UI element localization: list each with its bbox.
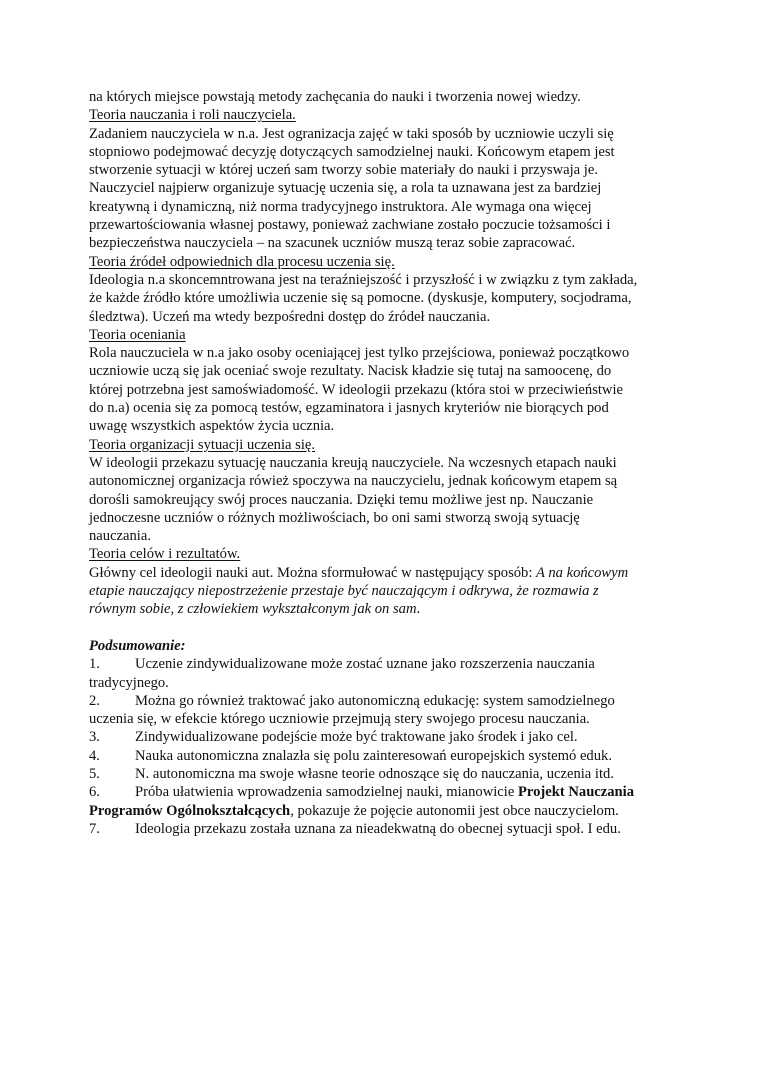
paragraph-line: [89, 564, 679, 582]
summary-item: [89, 765, 679, 783]
summary-item: [89, 783, 679, 801]
paragraph-line: autonomicznej organizacja rówież spoczywa na nauczycielu, jednak końcowym etapem są: [89, 473, 618, 490]
section-heading-sources: Teoria źródeł odpowiednich dla procesu uczenia się.: [89, 253, 395, 270]
intro-line: na których miejsce powstają metody zachęcania do nauki i tworzenia nowej wiedzy.: [89, 89, 581, 105]
paragraph-line: że każde źródło które umożliwia uczenie się są pomocne. (dyskusje, komputery, socjodrama,: [89, 290, 632, 307]
paragraph-line: uwagę wszystkich aspektów życia ucznia.: [89, 418, 335, 435]
blank-line: [89, 619, 679, 637]
paragraph-line: stopniowo podejmować decyzję dotyczących samodzielnej nauki. Końcowym etapem jest: [89, 143, 615, 160]
item-text: Ideologia przekazu została uznana za nieadekwatną do obecnej sytuacji społ. I edu.: [135, 820, 621, 837]
paragraph-line: dorośli samokreujący swój proces nauczania. Dzięki temu możliwe jest np. Nauczanie: [89, 491, 594, 508]
paragraph-line: kreatywną i dynamiczną, niż norma tradycyjnego instruktora. Ale wymaga ona więcej: [89, 198, 592, 215]
item-text: Zindywidualizowane podejście może być traktowane jako środek i jako cel.: [135, 729, 578, 746]
item-text: Uczenie zindywidualizowane może zostać uznane jako rozszerzenia nauczania: [135, 656, 595, 673]
paragraph-line: Nauczyciel najpierw organizuje sytuację uczenia się, a rola ta uznawana jest za bardziej: [89, 180, 602, 197]
paragraph-line: Zadaniem nauczyciela w n.a. Jest ogranizacja zajęć w taki sposób by uczniowie uczyli się: [89, 125, 614, 142]
summary-item: [89, 728, 679, 746]
item-number: 4.: [89, 747, 100, 764]
paragraph-line: W ideologii przekazu sytuację nauczania kreują nauczyciele. Na wczesnych etapach nauki: [89, 454, 617, 471]
item-text: Można go również traktować jako autonomiczną edukację: system samodzielnego: [135, 692, 615, 709]
item-text: N. autonomiczna ma swoje własne teorie odnoszące się do nauczania, uczenia itd.: [135, 765, 614, 782]
summary-heading: Podsumowanie:: [89, 637, 186, 654]
item-text-bold: Projekt Nauczania: [517, 784, 635, 801]
paragraph-line: jednoczesne uczniów o różnych możliwościach, bo oni sami stworzą swoją sytuację: [89, 509, 580, 526]
paragraph-line: do n.a) ocenia się za pomocą testów, egzaminatora i jasnych kryteriów nie biorących pod: [89, 400, 609, 417]
section-heading-goals: Teoria celów i rezultatów.: [89, 546, 241, 563]
summary-item: [89, 820, 679, 838]
summary-item-continuation: uczenia się, w efekcie którego uczniowie przejmują stery swojego procesu nauczania.: [89, 711, 590, 728]
section-heading-teaching: Teoria nauczania i roli nauczyciela.: [89, 107, 296, 124]
item-text: Nauka autonomiczna znalazła się polu zainteresowań europejskich systemó eduk.: [135, 747, 612, 764]
paragraph-line: [89, 600, 679, 618]
paragraph-line: uczniowie uczą się jak oceniać swoje rezultaty. Nacisk kładzie się tutaj na samoocenę, do: [89, 363, 612, 380]
item-text: Próba ułatwienia wprowadzenia samodzielnej nauki, mianowicie: [135, 784, 518, 801]
summary-item: [89, 747, 679, 765]
summary-item: [89, 692, 679, 710]
item-number: 5.: [89, 765, 100, 782]
goals-quote: równym sobie, z człowiekiem wykształconym jak on sam: [89, 601, 417, 618]
section-heading-assessment: Teoria oceniania: [89, 326, 186, 343]
item-text-bold: Programów Ogólnokształcących: [89, 802, 291, 819]
item-text: , pokazuje że pojęcie autonomii jest obce nauczycielom.: [290, 802, 619, 819]
item-number: 3.: [89, 729, 100, 746]
paragraph-line: Rola nauczuciela w n.a jako osoby oceniającej jest tylko przejściowa, ponieważ początkowo: [89, 345, 630, 362]
paragraph-line: której potrzebna jest samoświadomość. W ideologii przekazu (która stoi w przeciwieństwie: [89, 381, 624, 398]
summary-item-continuation: tradycyjnego.: [89, 674, 169, 691]
goals-quote: etapie nauczający niepostrzeżenie przestaje być nauczającym i odkrywa, że rozmawia z: [89, 583, 599, 600]
item-number: 1.: [89, 656, 100, 673]
goals-quote: A na końcowym: [536, 564, 629, 581]
goals-text: Główny cel ideologii nauki aut. Można sformułować w następujący sposób:: [89, 564, 537, 581]
summary-item-continuation: [89, 802, 679, 820]
paragraph-line: stworzenie sytuacji w której uczeń sam tworzy sobie materiały do nauki i przyswaja je.: [89, 162, 598, 179]
paragraph-line: nauczania.: [89, 528, 151, 545]
goals-text: .: [416, 601, 421, 618]
paragraph-line: śledztwa). Uczeń ma wtedy bezpośredni dostęp do źródeł nauczania.: [89, 308, 491, 325]
item-number: 7.: [89, 820, 100, 837]
item-number: 6.: [89, 784, 100, 801]
item-number: 2.: [89, 692, 100, 709]
document-page: [89, 88, 679, 838]
paragraph-line: bezpieczeństwa nauczyciela – na szacunek uczniów muszą teraz sobie zapracować.: [89, 235, 576, 252]
section-heading-organization: Teoria organizacji sytuacji uczenia się.: [89, 436, 316, 453]
paragraph-line: Ideologia n.a skoncemntrowana jest na teraźniejszość i przyszłość i w związku z tym zakłada,: [89, 271, 638, 288]
paragraph-line: przewartościowania własnej postawy, ponieważ zachwiane zostało poczucie tożsamości i: [89, 217, 611, 234]
summary-item: [89, 655, 679, 673]
